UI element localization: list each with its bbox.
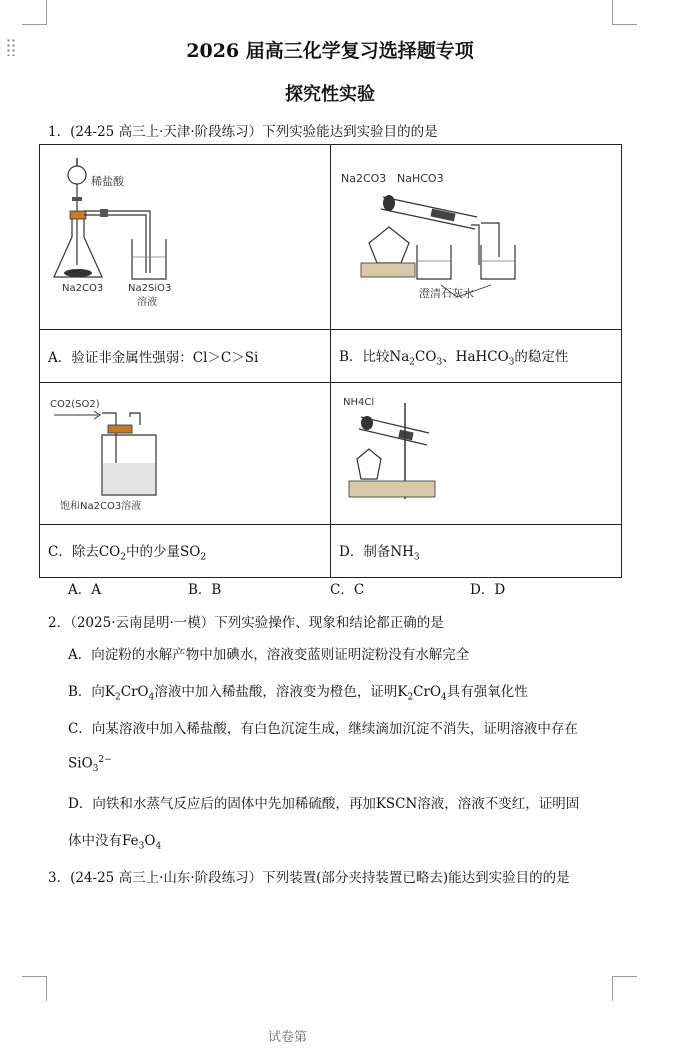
question-1-figure-table — [39, 144, 622, 578]
q2-option-d[interactable]: D．向铁和水蒸气反应后的固体中先加稀硫酸，再加KSCN溶液，溶液不变红，证明固 — [68, 796, 580, 812]
caption-a: A．验证非金属性强弱：Cl＞C＞Si — [40, 330, 331, 383]
q2-option-a[interactable]: A．向淀粉的水解产物中加碘水，溶液变蓝则证明淀粉没有水解完全 — [68, 647, 470, 663]
q1-option-a[interactable]: A．A — [68, 582, 101, 598]
figure-c-label-solution: 饱和Na2CO3溶液 — [60, 501, 142, 512]
figure-c — [40, 383, 331, 525]
figure-a-label-acid: 稀盐酸 — [91, 175, 124, 188]
q2-option-c[interactable]: C．向某溶液中加入稀盐酸，有白色沉淀生成，继续滴加沉淀不消失，证明溶液中存在 — [68, 721, 578, 737]
figure-b-apparatus — [331, 145, 627, 325]
figure-d — [331, 383, 622, 525]
q2-option-d-cont: 体中没有$Fe_3O_4$ — [68, 833, 162, 852]
figure-c-label-gas: CO2(SO2) — [50, 399, 100, 410]
caption-d: D．制备$NH_3$ — [331, 525, 622, 578]
crop-mark-top-right — [612, 0, 637, 25]
figure-b — [331, 145, 622, 330]
q2-option-c-formula: SiO$_3^{2-}$ — [68, 755, 112, 775]
figure-a-label-solution: 溶液 — [137, 297, 157, 308]
q1-option-b[interactable]: B．B — [188, 582, 222, 598]
crop-mark-top-left — [22, 0, 47, 25]
q2-option-b[interactable]: B．向$K_2CrO_4$溶液中加入稀盐酸，溶液变为橙色，证明$K_2CrO_4$具有强氧化性 — [68, 684, 528, 703]
question-3-stem: 3．(24-25 高三上·山东·阶段练习）下列装置(部分夹持装置已略去)能达到实验目的的是 — [48, 870, 570, 886]
caption-c: C．除去$CO_2$中的少量$SO_2$ — [40, 525, 331, 578]
figure-b-label-limewater: 澄清石灰水 — [419, 287, 474, 300]
figure-a — [40, 145, 331, 330]
question-1-stem: 1．(24-25 高三上·天津·阶段练习）下列实验能达到实验目的的是 — [48, 124, 438, 140]
page-title: 2026 届高三化学复习选择题专项 — [186, 40, 474, 62]
q1-option-c[interactable]: C．C — [330, 582, 365, 598]
figure-d-label-reagent: NH4Cl — [343, 397, 375, 408]
figure-b-label-2: NaHCO3 — [397, 172, 444, 185]
crop-mark-bottom-left — [22, 976, 47, 1001]
figure-a-label-left: Na2CO3 — [62, 283, 104, 294]
figure-a-apparatus — [40, 145, 324, 325]
caption-b: B．比较$Na_2CO_3$、HaHCO$_3$的稳定性 — [331, 330, 622, 383]
figure-c-apparatus — [40, 383, 324, 520]
crop-mark-bottom-right — [612, 976, 637, 1001]
page-subtitle: 探究性实验 — [285, 84, 375, 105]
figure-a-label-right: Na2SiO3 — [128, 283, 172, 294]
page-footer: 试卷第 — [268, 1030, 308, 1045]
question-2-stem: 2．（2025·云南昆明·一模）下列实验操作、现象和结论都正确的是 — [48, 615, 444, 631]
figure-d-apparatus — [331, 383, 627, 520]
figure-b-label-1: Na2CO3 — [341, 172, 387, 185]
q1-option-d[interactable]: D．D — [470, 582, 506, 598]
